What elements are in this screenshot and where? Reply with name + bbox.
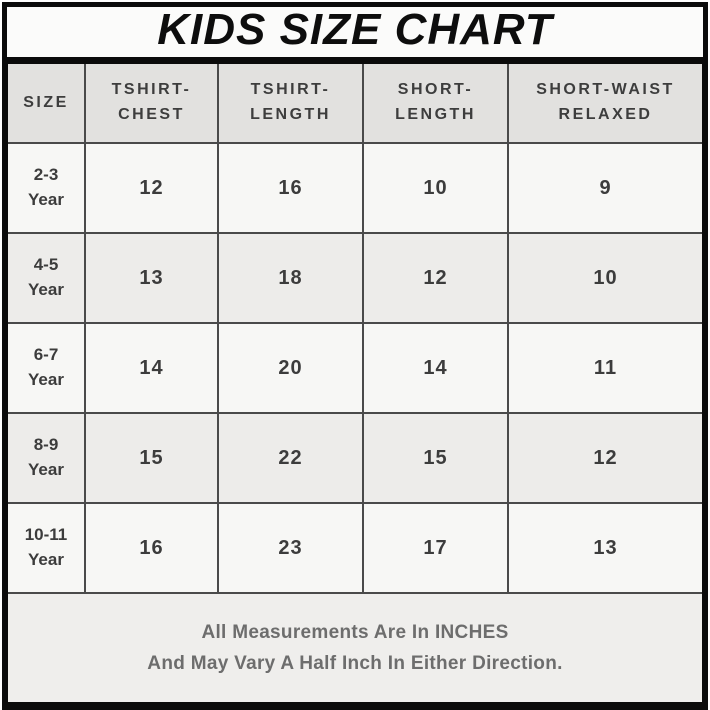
header-line: LENGTH	[250, 106, 331, 123]
column-header-size	[8, 64, 86, 142]
value-cell: 14	[364, 324, 509, 412]
header-line: SIZE	[23, 93, 69, 111]
size-chart-title-box	[2, 2, 708, 57]
size-cell	[8, 504, 86, 592]
value-cell: 10	[364, 144, 509, 232]
size-range: 8-9	[33, 435, 59, 455]
value-cell: 18	[219, 234, 364, 322]
size-cell	[8, 414, 86, 502]
value-cell: 23	[219, 504, 364, 592]
table-row	[8, 144, 702, 234]
measurement-note	[8, 594, 702, 702]
size-cell	[8, 144, 86, 232]
size-unit: Year	[28, 460, 64, 479]
table-row	[8, 234, 702, 324]
value-cell: 14	[86, 324, 219, 412]
value-cell: 17	[364, 504, 509, 592]
column-header-tshirt-length	[219, 64, 364, 142]
size-range: 10-11	[24, 525, 68, 545]
header-line: TSHIRT-	[111, 81, 192, 99]
size-range: 4-5	[33, 255, 59, 275]
value-cell: 15	[364, 414, 509, 502]
header-line: SHORT-WAIST	[536, 81, 675, 99]
size-unit: Year	[28, 190, 64, 209]
kids-size-table	[2, 57, 708, 710]
value-cell: 12	[364, 234, 509, 322]
note-line-2: And May Vary A Half Inch In Either Direction.	[147, 652, 563, 674]
column-header-tshirt-chest	[86, 64, 219, 142]
value-cell: 13	[86, 234, 219, 322]
value-cell: 12	[593, 446, 618, 469]
value-cell: 9	[599, 176, 612, 199]
value-cell: 11	[593, 356, 618, 379]
value-cell: 16	[86, 504, 219, 592]
header-line: TSHIRT-	[250, 81, 331, 99]
size-unit: Year	[28, 280, 64, 299]
value-cell: 12	[86, 144, 219, 232]
table-row	[8, 504, 702, 594]
header-line: RELAXED	[558, 106, 653, 123]
value-cell: 15	[86, 414, 219, 502]
header-line: CHEST	[118, 106, 185, 123]
size-cell	[8, 234, 86, 322]
value-cell: 13	[593, 536, 618, 559]
column-header-short-length	[364, 64, 509, 142]
table-row	[8, 414, 702, 504]
page-title: KIDS SIZE CHART	[157, 5, 553, 54]
column-header-short-waist-relaxed	[509, 64, 702, 142]
size-cell	[8, 324, 86, 412]
header-line: SHORT-	[397, 81, 474, 99]
header-line: LENGTH	[395, 106, 476, 123]
value-cell: 10	[593, 266, 618, 289]
size-range: 2-3	[33, 165, 59, 185]
table-header-row	[8, 64, 702, 144]
value-cell: 20	[219, 324, 364, 412]
size-range: 6-7	[33, 345, 59, 365]
table-row	[8, 324, 702, 414]
size-unit: Year	[28, 550, 64, 569]
note-line-1: All Measurements Are In INCHES	[201, 621, 509, 643]
size-unit: Year	[28, 370, 64, 389]
value-cell: 16	[219, 144, 364, 232]
value-cell: 22	[219, 414, 364, 502]
